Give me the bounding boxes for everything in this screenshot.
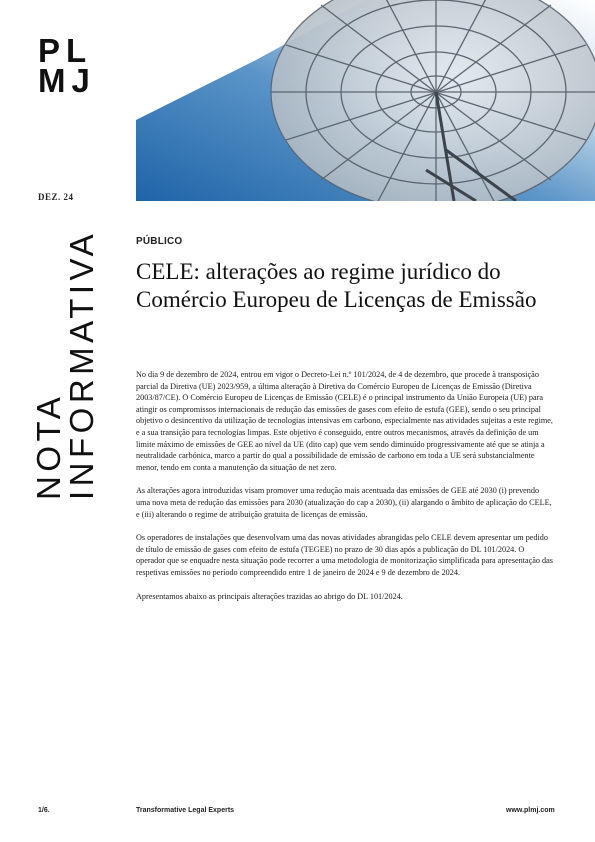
vertical-title	[32, 230, 98, 500]
headline: CELE: alterações ao regime jurídico do Comércio Europeu de Licenças de Emissão	[136, 259, 537, 312]
vertical-title-line-1: NOTA	[30, 392, 67, 500]
plmj-logo	[38, 32, 96, 99]
footer-url-link[interactable]: www.plmj.com	[506, 807, 555, 814]
footer-tagline: Transformative Legal Experts	[136, 807, 235, 814]
hero-image-radio-telescope	[136, 0, 595, 201]
logo-line-1: PL	[38, 32, 93, 69]
logo-line-2: MJ	[38, 62, 96, 99]
paragraph: Os operadores de instalações que desenvolvam uma das novas atividades abrangidas pelo CELE devem apresentar um pedido de título de emissão de gases com efeito de estufa (TEGEE) no prazo de 30 dias após a publicação do DL 101/2024. O operador que se enquadre nesta situação pode recorrer a uma metodologia de monitorização simplificada para apresentação das respetivas emissões no período compreendido entre 1 de janeiro de 2024 e 9 de dezembro de 2024.	[136, 533, 553, 577]
paragraph: No dia 9 de dezembro de 2024, entrou em vigor o Decreto-Lei n.º 101/2024, de 4 de dezembro, que procede à transposição parcial da Diretiva (UE) 2023/959, a última alteração à Diretiva do Comércio Europeu de Licenças de Emissão (Diretiva 2003/87/CE). O Comércio Europeu de Licenças de Emissão (CELE) é o principal instrumento da União Europeia (UE) para atingir os compromissos internacionais de redução das emissões de gases com efeito de estufa (GEE), sendo o seu principal objetivo o desincentivo da utilização de tecnologias intensivas em carbono, especialmente nas atividades sujeitas a este regime, e a sua transição para tecnologias limpas. Este objetivo é conseguido, entre outros mecanismos, através da definição de um limite máximo de emissões de GEE ao nível da UE (dito cap) que vem sendo diminuído progressivamente até que se atinja a neutralidade carbónica, marco a partir do qual a possibilidade de emissão de carbono em toda a UE será substancialmente menor, tendo em conta a manutenção da situação de net zero.	[136, 370, 553, 472]
issue-date: DEZ. 24	[38, 192, 74, 202]
paragraph: Apresentamos abaixo as principais alterações trazidas ao abrigo do DL 101/2024.	[136, 591, 403, 601]
paragraph: As alterações agora introduzidas visam promover uma redução mais acentuada das emissões de GEE até 2030 (i) prevendo uma nova meta de redução das emissões para 2030 (atualização do cap a 2030), (ii) alargando o âmbito de aplicação do CELE, e (iii) alterando o regime de atribuição gratuita de licenças de emissão.	[136, 486, 552, 519]
page-number: 1/6.	[38, 807, 50, 814]
category-label: PÚBLICO	[136, 236, 183, 247]
body-text	[136, 369, 554, 614]
vertical-title-line-2: INFORMATIVA	[63, 229, 100, 500]
dish-shape	[271, 0, 595, 201]
